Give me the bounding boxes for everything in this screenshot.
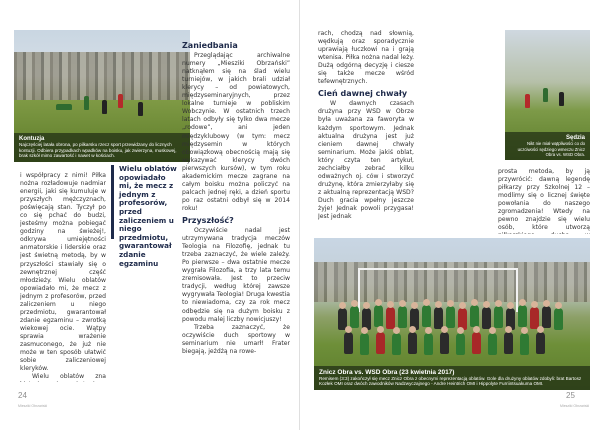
paragraph: Wielu oblatów zna <box>32 373 106 381</box>
section-heading: Cień dawnej chwały <box>318 89 408 99</box>
page-footer: Miesziki Obrzański <box>18 404 48 408</box>
team-member <box>472 332 481 354</box>
team-member <box>422 305 431 327</box>
team-member <box>408 332 417 354</box>
team-member <box>440 332 449 354</box>
team-photo <box>314 238 590 390</box>
referee-figure <box>559 92 564 106</box>
photo-caption <box>314 366 590 390</box>
team-member <box>360 333 369 355</box>
section-heading: Zaniedbania <box>182 42 238 50</box>
page-number: 25 <box>566 391 575 400</box>
referee-photo <box>505 30 590 160</box>
player-figure <box>118 94 123 108</box>
player-figure <box>84 96 89 110</box>
team-member <box>456 333 465 355</box>
team-member <box>520 333 529 355</box>
treeline <box>14 52 190 100</box>
team-member <box>424 333 433 355</box>
text-column-2 <box>182 42 290 394</box>
photo-caption <box>14 133 190 162</box>
caption-title: Znicz Obra vs. WSD Obra (23 kwietnia 2017) <box>319 368 455 376</box>
team-member <box>482 307 491 329</box>
caption-text: Nikt nie miał wątpliwości co do uczciwości sędziego wmeczu Znicz Obra vs. WSD Obra. <box>517 141 585 157</box>
player-figure <box>102 100 107 114</box>
player-figure <box>138 102 143 116</box>
paragraph: W dawnych czasach drużyna przy WSD w Obrze była uważana za faworyta w każdym sportowym. Jednak aktualna drużyna jest już cieniem dawnej chwały seminarium. Może jakiś oblat, który czyta ten artykuł, zechciałby zebrać kilku odważnych oj. ców i stworzyć drużynę, która zmierzyłaby się z aktualną reprezentacją WSD? Duch gracia wpełny jeszcze żyje! Jednak powoli przygasa! Jest jednak <box>318 100 414 221</box>
team-member <box>504 332 513 354</box>
paragraph: prosta metoda, by ją przywrócić: dawną legendę piłkarzy przy Szkolnej 12 – modlimy się o licznej święte powołania do naszego zgromadzenia! Wtedy na pewno znajdzie się wielu osób, które utworzą <box>498 168 590 232</box>
paragraph: Oczywiście nadal jest utrzymywana tradycja meczów Teologia na Filozofię, jednak tu trzeba zaznaczyć, że wiele zależy. Po pierwsze – dwa ostatnie mecze wygrała Filozofia, a trzy lata temu zremisowała. Jest to przeciw tradycji, według której zawsze wygrywała Teologia! Druga kwestia to niewiadoma, czy za rok mecz odbędzie się na dużym boisku z powodu malej liczby nowicjuszy! <box>182 227 290 323</box>
team-member <box>518 305 527 327</box>
team-member <box>494 306 503 328</box>
team-member <box>488 333 497 355</box>
paragraph: Przeglądając archiwalne numery „Miesziki Obrzański” natknąłem się na ślad wielu turniejów, w jakich brali udział klerycy – od powiatowych, międzyseminaryjnych, przez lokalne turnieje w pobliskim Wobczynie. W ostatnich trzech latach odbyły się tylko dwa mecze „rodowe”, ani jeden międzyklubowy (w tym: mecz międzysemin w których obowiązkową obecnością mają się wykazywać klerycy dwóch pierwszych kursów), w tym roku akademickim mecze zagrane na całym boisku można policzyć na palcach jednej ręki, a dzień sportu po raz ostatni odbył się w 2014 roku! <box>182 52 290 212</box>
caption-text: Remisem (3:3) zakończył się mecz Znicz Obra z obecnymi reprezentacją oblatów. Gole dla drużyny oblatów zdobyli: brat Bartosz Kozłek OMI oraz dwóch zawodników Nadzwyczajnego - Andre Heintrich OMI i Hippolyte Furriintsuakuma OMI. <box>319 375 582 387</box>
page-footer: Miesziki Obrzański <box>560 404 590 408</box>
caption-title: Kontuzja <box>19 136 45 143</box>
paragraph: i współpracy z nimi! Piłka nożna rozładowuje nadmiar energii, jaki się kumuluje w przyszłych mężczyznach, poświęcają stan. Tyczył po co się pchać do budzi, jesteśmy można pobiegać godziny na świeżej!, odkrywa umiejętności anmatorskie i liderskie oraz jest świetną metodą, by w przyszłości stawiały się o zewnętrznej część młodzieży. Wielu oblatów opowiadało mi, że mecz z jednym z profesorów, przed zaliczeniem u niego przedmiotu, gwarantował zdanie egzaminu – zwrotką wiekowej ocie. Wątpy sprawia wrażenie zasmuconego, że już nie może w ten sposób ułatwić sobie zaliczeniowej kleryków. <box>20 172 106 373</box>
paragraph: Trzeba zaznaczyć, że oczywiście duch sportowy w seminarium nie umarł! Frater biegają, jeżdżą na rowe- <box>182 323 290 355</box>
team-member <box>470 305 479 327</box>
team-member <box>446 306 455 328</box>
text-column-1 <box>20 172 106 382</box>
player-figure <box>543 88 548 102</box>
team-member <box>392 333 401 355</box>
text-column-4 <box>498 168 590 234</box>
pull-quote-text: Wielu oblatów opowiadało mi, że mecz z jednym z profesorów, przed zaliczeniem u niego przedmiotu, gwarantował zdanie egzaminu <box>119 164 177 268</box>
caption-title: Sędzia <box>565 135 585 142</box>
team-member <box>344 332 353 354</box>
section-heading: Przyszłość? <box>182 215 234 225</box>
player-on-ground <box>56 104 72 110</box>
injury-photo <box>14 30 190 162</box>
team-member <box>374 305 383 327</box>
caption-text: Najczęściej latała obrona, po pilkarsku rzecz sport przewidzany do licznych kontuzji. Odbiera przypadkach wpadków na boisku, jak zwierzyna, muskowej, brak szkół mimo zawartość i nawet w kościach. <box>19 142 177 159</box>
team-member <box>542 306 551 328</box>
team-group <box>332 300 580 358</box>
team-member <box>536 332 545 354</box>
team-member <box>386 307 395 329</box>
photo-caption <box>505 132 590 160</box>
team-member <box>398 306 407 328</box>
paragraph: rach, chodzą nad słownią, wędkują oraz sporadycznie uprawiają łuczkowi na i grają wtenisa. Piłka nożna nadal leży. Dużą odgórną decyzję i ciesze się także mecze wśród tefewnętrznych. <box>318 30 414 86</box>
team-member <box>376 332 385 354</box>
player-figure <box>525 94 530 108</box>
team-member <box>350 306 359 328</box>
page-number: 24 <box>18 391 27 400</box>
text-column-3 <box>318 30 414 226</box>
pull-quote <box>111 164 177 268</box>
team-member <box>554 308 563 330</box>
